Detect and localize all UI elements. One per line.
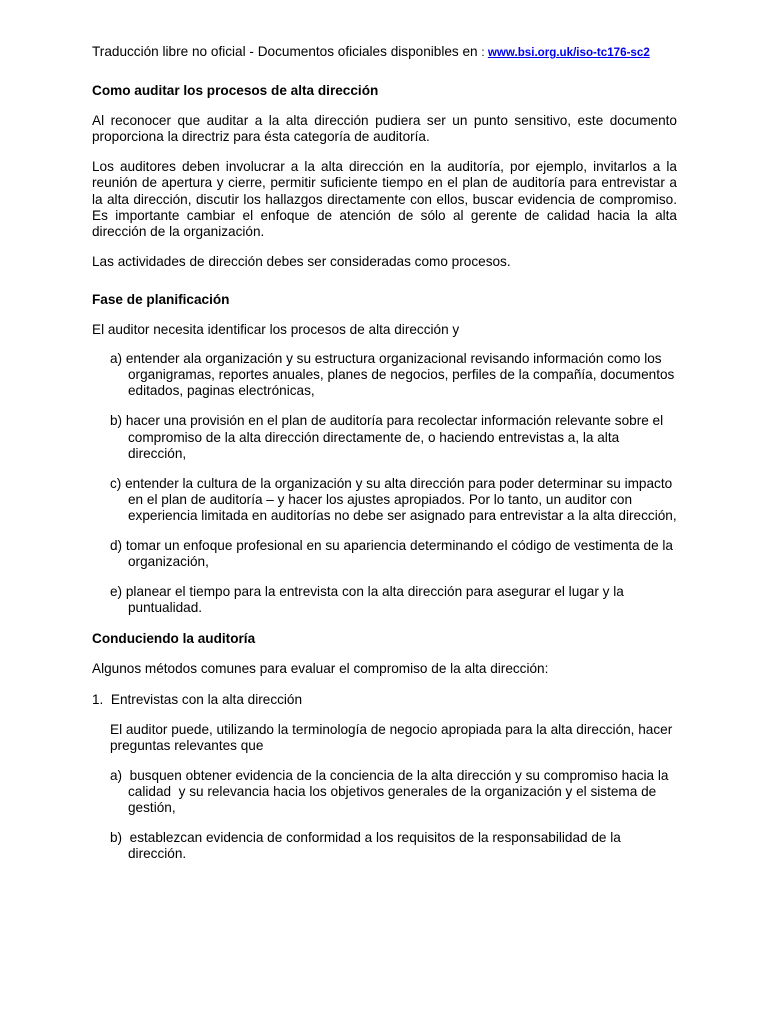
section-title-audit: Como auditar los procesos de alta dirección bbox=[92, 83, 379, 99]
planning-item-a: a) entender ala organización y su estructura organizacional revisando información como los organigramas, reportes anuales, planes de negocios, perfiles de la compañía, documentos editados, paginas electrónicas, bbox=[110, 351, 675, 399]
planning-item-e: e) planear el tiempo para la entrevista con la alta dirección para asegurar el lugar y la puntualidad. bbox=[110, 584, 624, 616]
bsi-link[interactable]: www.bsi.org.uk/iso-tc176-sc2 bbox=[487, 46, 650, 59]
method-1-subitem-b: b) establezcan evidencia de conformidad a los requisitos de la responsabilidad de la dirección. bbox=[110, 830, 621, 862]
planning-item-c: c) entender la cultura de la organización y su alta dirección para poder determinar su impacto en el plan de auditoría – y hacer los ajustes apropiados. Por lo tanto, un auditor con experiencia limitada en auditorías no debe ser asignado para entrevistar a la alta dirección, bbox=[110, 475, 677, 523]
header-line bbox=[92, 44, 677, 61]
section-title-planning: Fase de planificación bbox=[92, 291, 230, 307]
header-text: Traducción libre no oficial - Documentos oficiales disponibles en bbox=[92, 44, 482, 59]
method-1-title: 1. Entrevistas con la alta dirección bbox=[92, 691, 303, 707]
paragraph-involve: Los auditores deben involucrar a la alta dirección en la auditoría, por ejemplo, invitarlos a la reunión de apertura y cierre, permitir suficiente tiempo en el plan de auditoría para entrevistar a la alta dirección, discutir los hallazgos directamente con ellos, buscar evidencia de compromiso. Es importante cambiar el enfoque de atención de sólo al gerente de calidad hacia la alta dirección de la organización. bbox=[92, 159, 677, 239]
header-colon: : bbox=[481, 46, 488, 59]
planning-item-b: b) hacer una provisión en el plan de auditoría para recolectar información relevante sobre el compromiso de la alta dirección directamente de, o haciendo entrevistas a, la alta dirección, bbox=[110, 413, 664, 461]
conducting-intro: Algunos métodos comunes para evaluar el compromiso de la alta dirección: bbox=[92, 661, 549, 677]
method-1-subitem-a: a) busquen obtener evidencia de la conciencia de la alta dirección y su compromiso hacia la calidad y su relevancia hacia los objetivos generales de la organización y el sistema de gestión, bbox=[110, 767, 669, 815]
paragraph-processes: Las actividades de dirección debes ser consideradas como procesos. bbox=[92, 253, 511, 269]
paragraph-intro: Al reconocer que auditar a la alta dirección pudiera ser un punto sensitivo, este documento proporciona la directriz para ésta categoría de auditoría. bbox=[92, 113, 677, 145]
method-1-text: El auditor puede, utilizando la terminología de negocio apropiada para la alta dirección, hacer preguntas relevantes que bbox=[110, 721, 673, 753]
section-title-conducting: Conduciendo la auditoría bbox=[92, 631, 256, 647]
document-body bbox=[92, 44, 677, 862]
planning-item-d: d) tomar un enfoque profesional en su apariencia determinando el código de vestimenta de la organización, bbox=[110, 537, 673, 570]
planning-intro: El auditor necesita identificar los procesos de alta dirección y bbox=[92, 322, 460, 338]
